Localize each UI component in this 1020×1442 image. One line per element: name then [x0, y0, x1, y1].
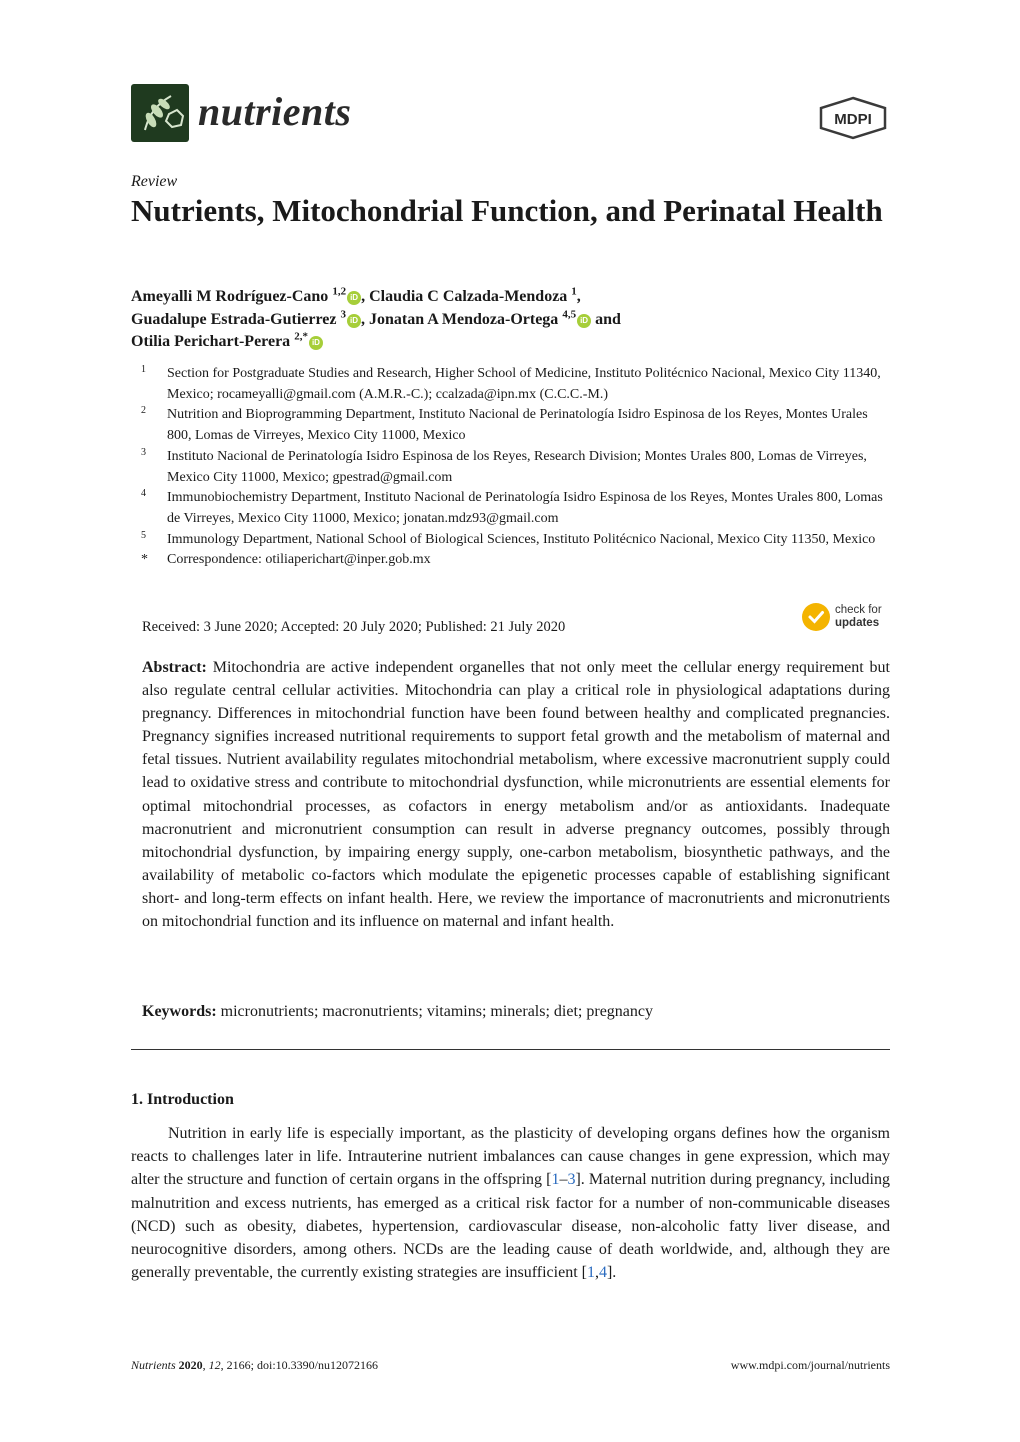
orcid-icon[interactable]: iD	[347, 314, 361, 328]
affiliation-item	[131, 447, 891, 488]
affiliation-number: 5	[141, 529, 146, 541]
check-updates-line1: check for	[835, 604, 882, 616]
correspondence-mark: *	[141, 552, 148, 568]
orcid-icon[interactable]: iD	[309, 336, 323, 350]
intro-text-c: ].	[606, 1264, 617, 1282]
intro-text-a: Nutrition in early life is especially important, as the plasticity of developing organs defines how the organism reacts to challenges later in life. Intrauterine nutrient imbalances can cause changes in gene expression, which may alter the structure and function of certain organs in the offspring [	[131, 1125, 890, 1189]
keywords	[142, 1001, 890, 1023]
citation-footer: Nutrients 2020, 12, 2166; doi:10.3390/nu12072166	[131, 1358, 379, 1372]
orcid-icon[interactable]: iD	[577, 314, 591, 328]
author-separator: and	[591, 310, 621, 328]
check-updates-line2: updates	[835, 617, 880, 629]
abstract-label: Abstract:	[142, 659, 207, 676]
author-affiliation-sup: 3	[340, 308, 346, 321]
author-name: Guadalupe Estrada-Gutierrez	[131, 310, 337, 328]
footer-journal: Nutrients	[131, 1358, 176, 1372]
affiliation-number: 1	[141, 364, 146, 375]
cite-sep: ,	[594, 1264, 599, 1282]
author-affiliation-sup: 1,2	[332, 285, 347, 298]
affiliation-text: Section for Postgraduate Studies and Research, Higher School of Medicine, Instituto Politécnico Nacional, Mexico City 11340, Mexico; rocameyalli@gmail.com (A.M.R.-C.); ccalzada@ipn.mx (C.C.C.-M.)	[167, 366, 881, 402]
article-title: Nutrients, Mitochondrial Function, and Perinatal Health	[131, 193, 883, 228]
affiliation-number: 3	[141, 446, 146, 458]
mdpi-logo	[817, 96, 889, 140]
affiliation-text: Immunology Department, National School of Biological Sciences, Instituto Politécnico Nacional, Mexico City 11350, Mexico	[167, 531, 876, 547]
author-separator: ,	[360, 310, 369, 328]
affiliation-text: Nutrition and Bioprogramming Department, Instituto Nacional de Perinatología Isidro Espinosa de los Reyes, Montes Urales 800, Lomas de Virreyes, Mexico City 11000, Mexico	[167, 407, 868, 444]
section-heading: 1. Introduction	[131, 1091, 234, 1108]
citation-link[interactable]: 3	[567, 1171, 576, 1189]
journal-logo	[131, 84, 189, 142]
affiliation-item	[131, 488, 891, 529]
section-divider	[131, 1049, 890, 1050]
journal-url[interactable]: www.mdpi.com/journal/nutrients	[730, 1358, 890, 1372]
author-affiliation-sup: 2,*	[294, 330, 308, 343]
keywords-label: Keywords:	[142, 1003, 217, 1020]
affiliation-text: Immunobiochemistry Department, Instituto Nacional de Perinatología Isidro Espinosa de los Reyes, Montes Urales 800, Lomas de Virreyes, Mexico City 11000, Mexico; jonatan.mdz93@gmail.com	[167, 490, 883, 526]
abstract	[142, 656, 890, 933]
leaf-logo-icon	[131, 84, 189, 142]
citation-link[interactable]: 1	[586, 1264, 595, 1282]
author-separator: ,	[576, 288, 581, 305]
author-affiliation-sup: 1	[571, 285, 577, 298]
keywords-text: micronutrients; macronutrients; vitamins; minerals; diet; pregnancy	[220, 1003, 653, 1020]
author-name: Otilia Perichart-Perera	[131, 333, 291, 350]
author-name: Ameyalli M Rodríguez-Cano	[131, 288, 329, 305]
author-name: Jonatan A Mendoza-Ortega	[368, 310, 559, 328]
author-list	[131, 286, 891, 354]
correspondence-text: Correspondence: otiliaperichart@inper.gob.mx	[167, 552, 431, 568]
affiliation-item	[131, 405, 891, 446]
affiliation-list	[131, 364, 891, 571]
publication-dates: Received: 3 June 2020; Accepted: 20 July 2020; Published: 21 July 2020	[142, 619, 566, 635]
affiliation-item	[131, 364, 891, 405]
footer-year: 2020	[178, 1358, 203, 1372]
orcid-icon[interactable]: iD	[347, 291, 361, 305]
intro-text-b: ]. Maternal nutrition during pregnancy, including malnutrition and excess nutrients, has emerged as a critical risk factor for a number of non-communicable diseases (NCD) such as obesity, diabetes, hypertension, cardiovascular disease, non-alcoholic fatty liver disease, and neurocognitive disorders, among others. NCDs are the leading cause of death worldwide, and, although they are generally preventable, the currently existing strategies are insufficient [	[131, 1171, 890, 1282]
footer-rest: , 2166; doi:10.3390/nu12072166	[220, 1358, 379, 1372]
checkmark-icon	[802, 603, 830, 631]
publisher-name: MDPI	[834, 111, 872, 128]
article-type: Review	[131, 173, 178, 190]
affiliation-item	[131, 530, 891, 551]
affiliation-text: Instituto Nacional de Perinatología Isidro Espinosa de los Reyes, Research Division; Montes Urales 800, Lomas de Virreyes, Mexico City 11000, Mexico; gpestrad@gmail.com	[167, 448, 867, 485]
abstract-text: Mitochondria are active independent organelles that not only meet the cellular energy requirement but also regulate central cellular activities. Mitochondria can play a critical role in physiological adaptations during pregnancy. Differences in mitochondrial function have been found between healthy and complicated pregnancies. Pregnancy signifies increased nutritional requirements to support fetal growth and the metabolism of maternal and fetal tissues. Nutrient availability regulates mitochondrial metabolism, where excessive macronutrient supply could lead to oxidative stress and contribute to mitochondrial dysfunction, while micronutrients are essential elements for optimal mitochondrial processes, as cofactors in energy metabolism and/or as antioxidants. Inadequate macronutrient and micronutrient consumption can result in adverse pregnancy outcomes, possibly through mitochondrial dysfunction, by impairing energy supply, one-carbon metabolism, biosynthetic pathways, and the availability of metabolic co-factors which modulate the epigenetic processes capable of establishing significant short- and long-term effects on infant health. Here, we review the importance of macronutrients and micronutrients on mitochondrial function and its influence on maternal and infant health.	[142, 659, 891, 931]
introduction-paragraph	[131, 1122, 890, 1284]
journal-title: nutrients	[198, 89, 352, 134]
check-for-updates-badge[interactable]	[802, 603, 894, 635]
author-separator: ,	[361, 288, 370, 305]
citation-link[interactable]: 4	[598, 1264, 607, 1282]
affiliation-number: 2	[141, 405, 146, 417]
correspondence	[131, 550, 891, 571]
author-name: Claudia C Calzada-Mendoza	[369, 288, 568, 305]
citation-link[interactable]: 1	[551, 1171, 560, 1189]
footer-volume: 12	[208, 1358, 221, 1372]
author-affiliation-sup: 4,5	[562, 308, 577, 321]
cite-sep: –	[559, 1171, 568, 1189]
affiliation-number: 4	[141, 488, 146, 500]
